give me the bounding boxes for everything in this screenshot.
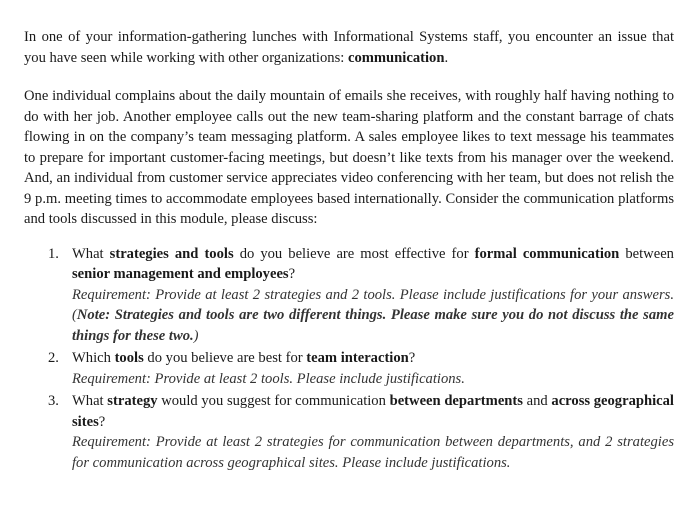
question-requirement: [72, 285, 674, 347]
question-text-part: What: [72, 393, 108, 409]
question-text: [72, 348, 674, 369]
question-requirement: Requirement: Provide at least 2 strategies for communication between departments, and 2 strategies for communication across geographical sites. Please include justifications.: [72, 434, 674, 471]
intro-period: .: [444, 49, 449, 66]
intro-paragraph-2: One individual complains about the daily mountain of emails she receives, with roughly half having nothing to do with her job. Another employee calls out the new team-sharing platform and the constant barrage of chats flowing in on the company’s team messaging platform. A sales employee likes to text message his teammates to prepare for important customer-facing meetings, but doesn’t like texts from his manager over the weekend. And, an individual from customer service appreciates video conferencing with her team, but does not relish the 9 p.m. meeting times to accommodate employees based internationally. Consider the communication platforms and tools discussed in this module, please discuss:: [24, 88, 674, 227]
requirement-text: Requirement: Provide at least 2 strategies and 2 tools. Please include justifications for your answers. (: [72, 286, 674, 323]
question-keyword: across geographical sites: [72, 393, 674, 430]
question-keyword: team interaction: [306, 350, 409, 366]
question-keyword: between departments: [389, 393, 523, 409]
question-text: [72, 391, 674, 432]
intro-text: In one of your information-gathering lunches with Informational Systems staff, you encounter an issue that you have seen while working with other organizations:: [24, 29, 674, 66]
question-number: 2.: [48, 350, 59, 366]
assignment-document: [24, 27, 674, 475]
question-number: 3.: [48, 393, 59, 409]
question-requirement: Requirement: Provide at least 2 tools. Please include justifications.: [72, 370, 465, 387]
question-text-part: ?: [98, 413, 106, 430]
question-text: [72, 244, 674, 285]
question-text-part: ?: [408, 350, 416, 366]
question-text-part: What: [72, 245, 110, 262]
question-item-3: [24, 391, 674, 473]
question-list: [24, 244, 674, 474]
question-text-part: between: [619, 245, 674, 262]
question-text-part: do you believe are best for: [143, 350, 307, 366]
question-item-2: [24, 348, 674, 389]
question-keyword: senior management and employees: [72, 266, 289, 282]
question-number: 1.: [48, 245, 59, 262]
question-keyword: strategies and tools: [109, 245, 234, 262]
question-text-part: do you believe are most effective for: [233, 245, 475, 262]
question-text-part: ?: [288, 266, 296, 282]
question-item-1: [24, 244, 674, 347]
question-keyword: formal communication: [474, 245, 620, 262]
intro-keyword-communication: communication: [347, 49, 445, 66]
question-text-part: would you suggest for communication: [157, 393, 390, 409]
question-text-part: and: [522, 393, 552, 409]
question-text-part: Which: [72, 350, 115, 366]
requirement-text: ): [193, 327, 199, 344]
requirement-note: Note: Strategies and tools are two different things. Please make sure you do not discuss the same things for these two.: [72, 307, 674, 344]
intro-paragraph-1: [24, 27, 674, 68]
question-keyword: strategy: [107, 393, 158, 409]
question-keyword: tools: [114, 350, 144, 366]
